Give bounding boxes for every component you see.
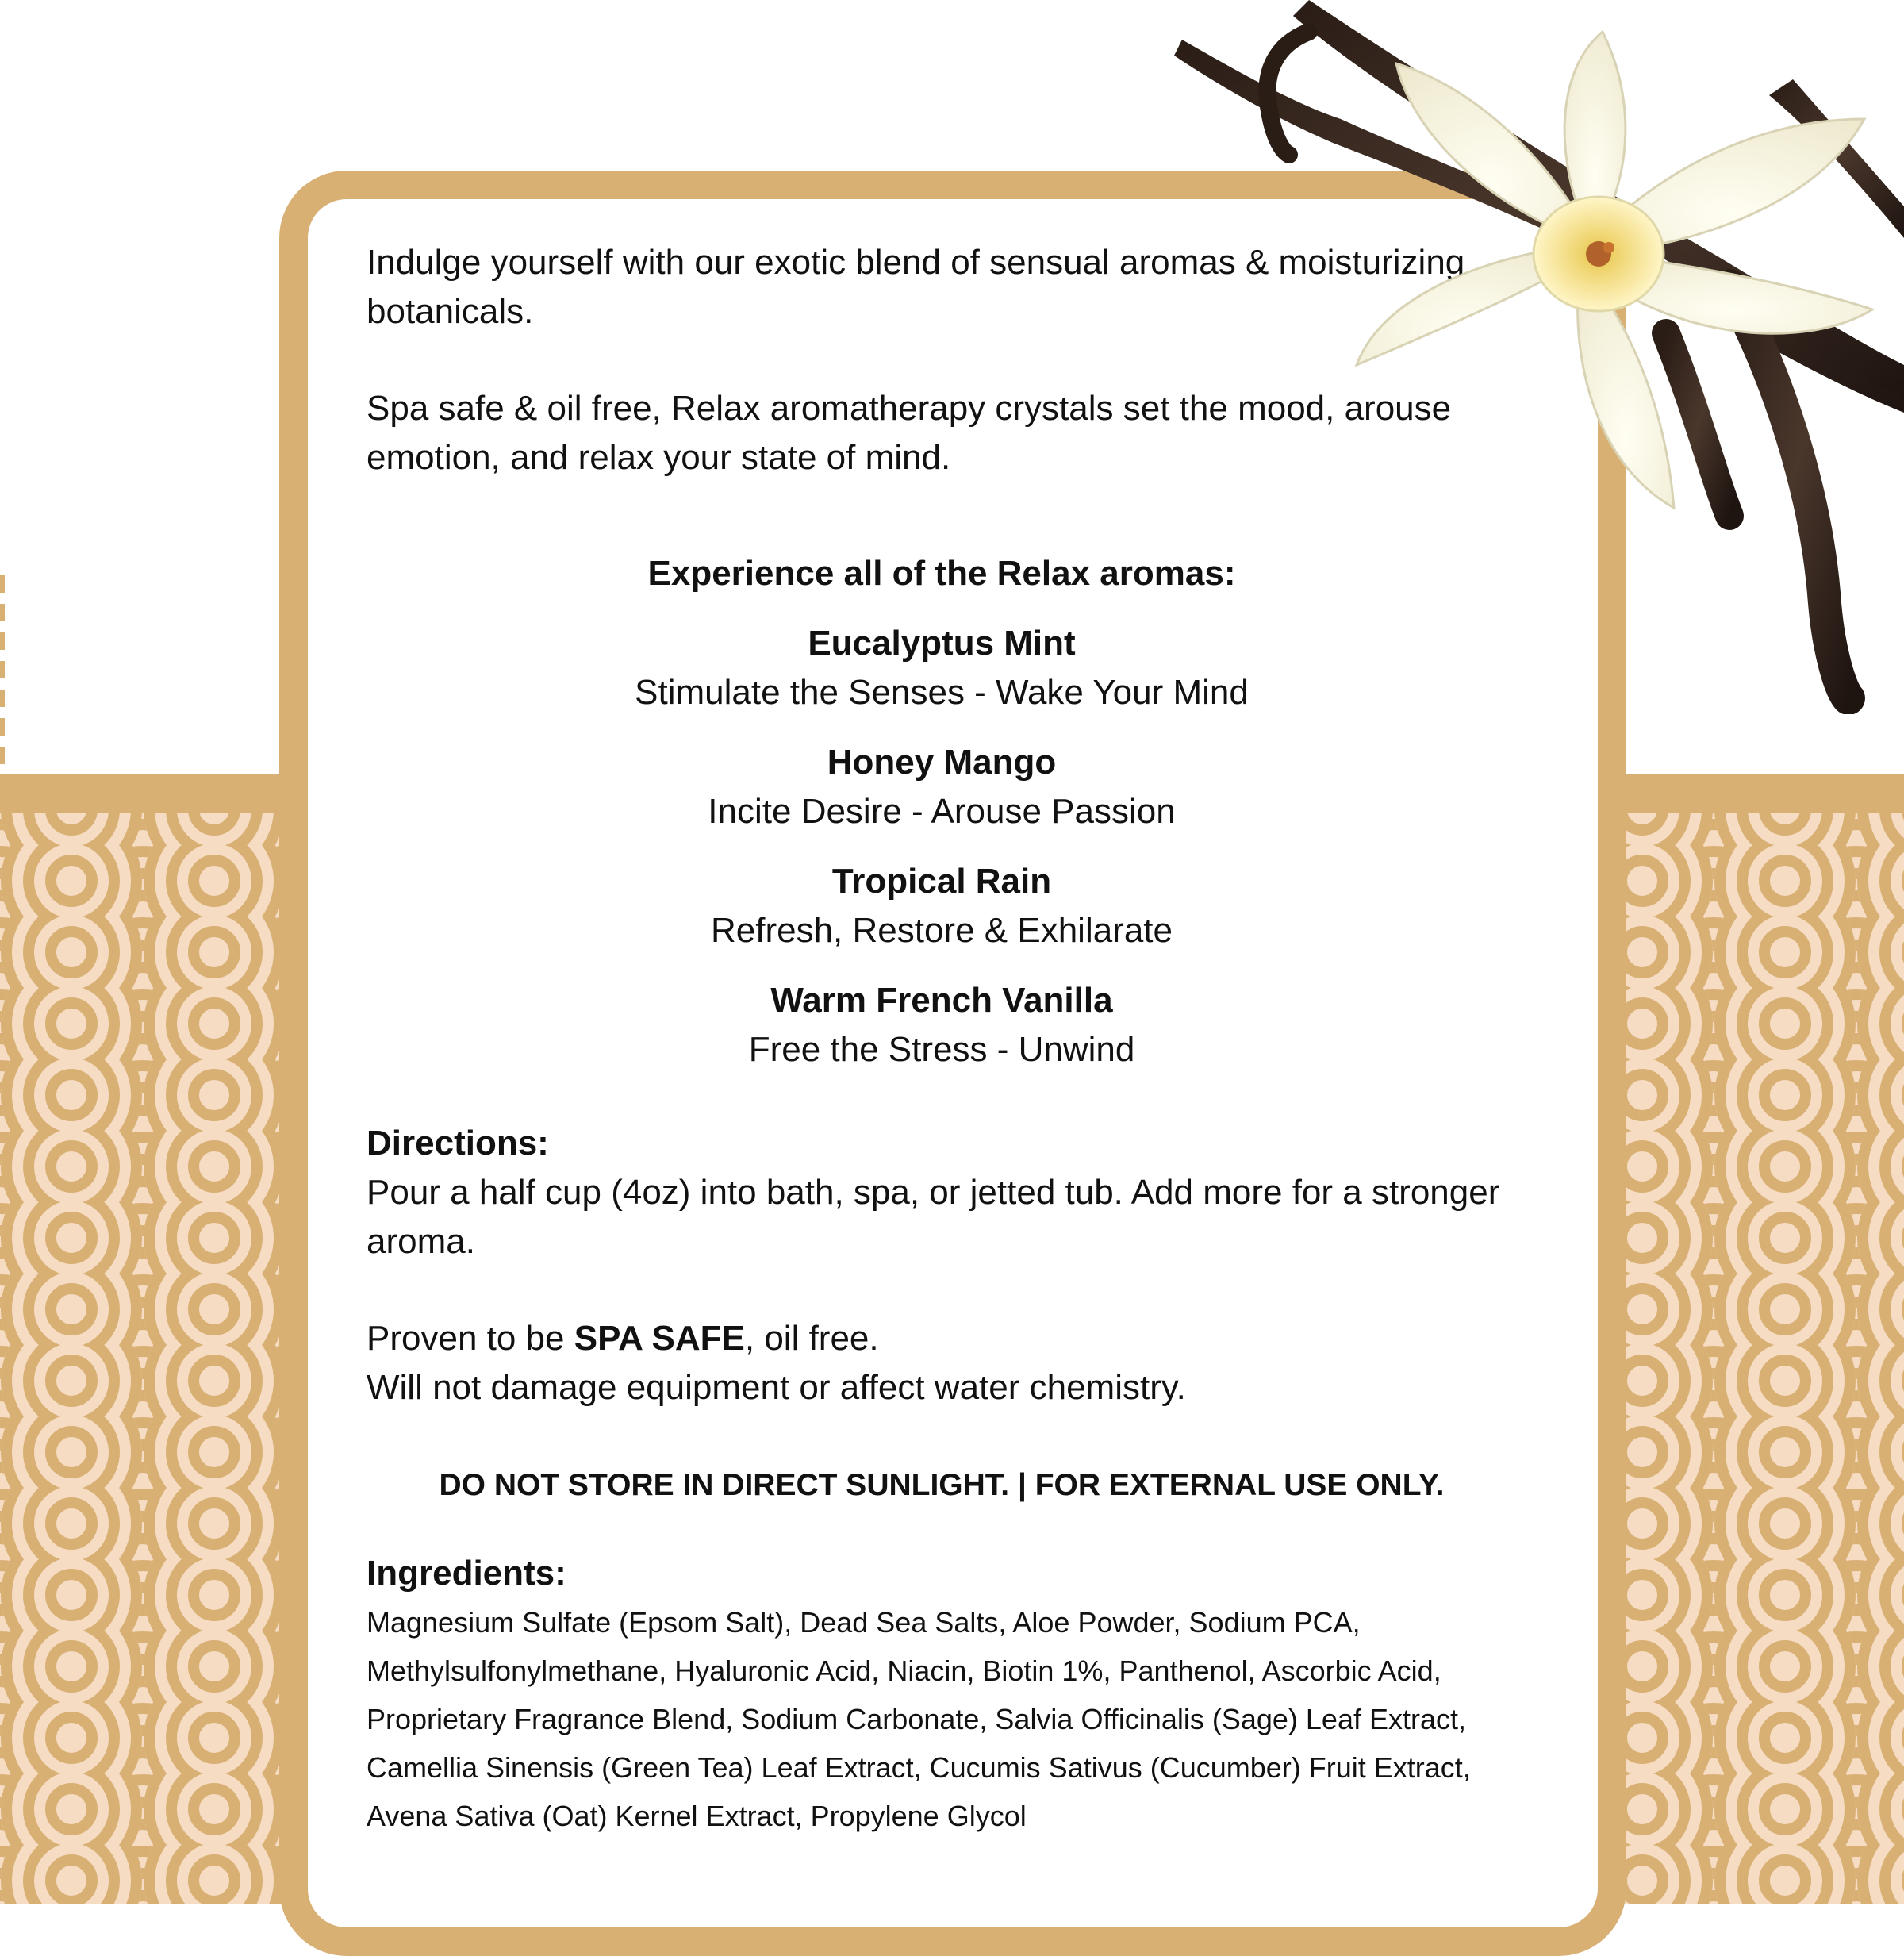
aroma-item-honey-mango [367,738,1517,836]
intro-line-1: Indulge yourself with our exotic blend of sensual aromas & moisturizing botanicals. [367,243,1465,331]
spa-safe-suffix: , oil free. [744,1319,879,1358]
directions-text: Pour a half cup (4oz) into bath, spa, or jetted tub. Add more for a stronger aroma. [367,1173,1500,1261]
aroma-name: Eucalyptus Mint [808,624,1076,663]
spa-safe-prefix: Proven to be [367,1319,574,1358]
aroma-name: Honey Mango [827,743,1057,782]
spa-safe-emphasis: SPA SAFE [574,1319,745,1358]
directions-title: Directions: [367,1124,549,1162]
spa-safe-statement [367,1314,1517,1363]
aromas-heading: Experience all of the Relax aromas: [647,554,1236,593]
ingredients-list: Magnesium Sulfate (Epsom Salt), Dead Sea Salts, Aloe Powder, Sodium PCA, Methylsulfonylmethane, Hyaluronic Acid, Niacin, Biotin 1%, Panthenol, Ascorbic Acid, Proprietary Fragrance Blend, Sodium Carbonate, Salvia Officinalis (Sage) Leaf Extract, Camellia Sinensis (Green Tea) Leaf Extract, Cucumis Sativus (Cucumber) Fruit Extract, Avena Sativa (Oat) Kernel Extract, Propylene Glycol [367,1606,1471,1832]
aroma-name: Warm French Vanilla [770,981,1113,1020]
left-edge-dashes [0,575,5,774]
aroma-description: Refresh, Restore & Exhilarate [710,911,1173,950]
intro-line-2: Spa safe & oil free, Relax aromatherapy crystals set the mood, arouse emotion, and relax your state of mind. [367,389,1452,477]
storage-warning: DO NOT STORE IN DIRECT SUNLIGHT. | FOR EXTERNAL USE ONLY. [439,1468,1445,1502]
equipment-statement: Will not damage equipment or affect water chemistry. [367,1368,1186,1407]
aroma-name: Tropical Rain [831,862,1052,901]
aroma-description: Stimulate the Senses - Wake Your Mind [635,673,1249,712]
vanilla-pod-icon [1174,0,1904,698]
aroma-item-tropical-rain [367,857,1517,955]
ingredients-title: Ingredients: [367,1554,566,1593]
aroma-description: Incite Desire - Arouse Passion [708,792,1176,831]
aroma-description: Free the Stress - Unwind [748,1030,1135,1069]
aroma-item-warm-french-vanilla [367,976,1517,1074]
vanilla-orchid-icon [1111,0,1904,714]
